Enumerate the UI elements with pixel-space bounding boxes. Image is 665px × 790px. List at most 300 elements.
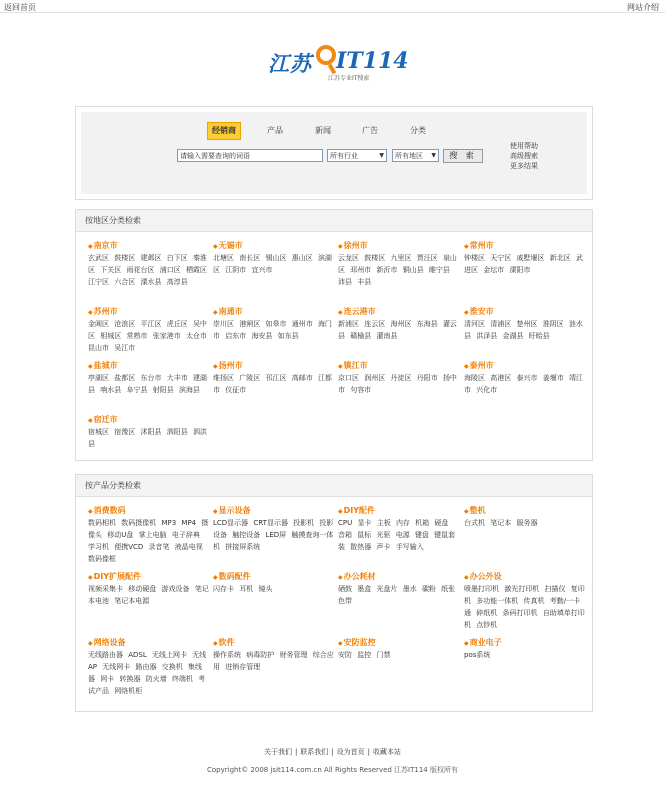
category-item-link[interactable]: 清浦区 [490,320,512,328]
category-item-link[interactable]: 鼓楼区 [114,254,136,262]
category-item-link[interactable]: 武进区 [464,254,583,274]
category-item-link[interactable]: 淮阴区 [542,320,564,328]
bullet-icon: ◆ [464,363,469,370]
category-item-link[interactable]: 大丰市 [166,374,188,382]
bullet-icon: ◆ [213,574,218,581]
category-item-link[interactable]: 兴化市 [476,386,498,394]
category-title-link[interactable] [88,240,210,252]
category-item-link[interactable]: 邗江区 [265,374,287,382]
category-item-list [88,517,210,565]
footer-link-about[interactable]: 关于我们 [263,748,292,756]
industry-select[interactable] [327,149,387,162]
category-item-link[interactable]: 沛县 [338,278,352,286]
logo-magnifier-icon [316,45,336,65]
category-title-link[interactable] [213,360,335,372]
bullet-icon: ◆ [464,309,469,316]
category-title-link[interactable] [88,414,210,426]
category-item-link[interactable]: 江宁区 [88,278,109,286]
category-item-link[interactable]: 音箱 [338,531,352,539]
category-title-link[interactable] [213,240,335,252]
category-item-link[interactable]: 数码像框 [88,555,116,563]
product-panel [75,474,593,712]
category-item-link[interactable]: 江都市 [213,374,332,394]
category-item-link[interactable]: 镜头 [258,585,273,593]
category-item-link[interactable]: 崇川区 [213,320,234,328]
category-title-link[interactable] [88,637,210,649]
category-item-link[interactable]: 监控 [357,651,372,659]
category-item-link[interactable]: 启东市 [225,332,247,340]
category-item-link[interactable]: 投影机 [293,519,315,527]
category-item-link[interactable]: pos系统 [464,651,491,659]
tab-product[interactable]: 产品 [267,126,283,135]
bullet-icon: ◆ [338,640,343,647]
category-item-link[interactable]: 内存 [395,519,410,527]
category-item-link[interactable]: 建湖县 [88,374,207,394]
category-cell [464,637,586,661]
bullet-icon: ◆ [338,363,343,370]
category-title-link[interactable] [213,306,335,318]
category-title-link[interactable] [88,360,210,372]
category-item-link[interactable]: 虎丘区 [166,320,188,328]
category-item-link[interactable]: 扬中市 [338,374,457,394]
category-item-link[interactable]: 新沂市 [376,266,398,274]
category-item-link[interactable]: 沧浪区 [114,320,136,328]
category-item-link[interactable]: 新北区 [549,254,571,262]
category-item-link[interactable]: 投影设备 [213,519,334,539]
category-item-link[interactable]: 建邺区 [140,254,162,262]
category-title-link[interactable] [338,571,460,583]
category-item-link[interactable]: 摄像头 [88,519,209,539]
category-item-link[interactable]: 海安县 [251,332,273,340]
category-item-list [464,649,586,661]
category-item-link[interactable]: 港闸区 [239,320,261,328]
category-item-link[interactable]: 墨盒 [357,585,372,593]
category-item-link[interactable]: 浦口区 [159,266,181,274]
category-item-link[interactable]: 鼠标 [357,531,372,539]
search-input[interactable]: 请输入需要查询的词语 [177,149,323,162]
category-item-link[interactable]: 灌南县 [376,332,398,340]
category-title: 淮安市 [469,307,494,316]
category-item-link[interactable]: MP3 [161,519,177,527]
category-item-link[interactable]: 无线网卡 [102,663,131,671]
category-item-link[interactable]: 雨花台区 [126,266,155,274]
category-item-link[interactable]: 泗洪县 [88,428,207,448]
category-item-link[interactable]: 如皋市 [265,320,287,328]
category-item-link[interactable]: 天宁区 [490,254,512,262]
category-item-link[interactable]: 光驱 [376,531,391,539]
category-item-link[interactable]: 安防 [338,651,352,659]
category-item-link[interactable]: 太仓市 [185,332,207,340]
category-item-link[interactable]: 洪泽县 [476,332,498,340]
category-item-link[interactable]: 门禁 [376,651,391,659]
footer-separator: | [331,748,334,756]
category-item-link[interactable]: 广陵区 [239,374,261,382]
category-item-link[interactable]: 射阳县 [152,386,174,394]
category-item-link[interactable]: 海门市 [213,320,332,340]
category-item-link[interactable]: 润州区 [364,374,386,382]
category-item-link[interactable]: 无线路由器 [88,651,123,659]
category-cell [464,571,586,631]
category-item-link[interactable]: 键盘 [414,531,429,539]
category-item-link[interactable]: 赣榆县 [350,332,372,340]
category-item-link[interactable]: 鼓楼区 [364,254,386,262]
category-title-link[interactable] [338,306,460,318]
bullet-icon: ◆ [464,640,469,647]
category-item-link[interactable]: 滨海县 [178,386,200,394]
category-item-link[interactable]: 连云区 [364,320,386,328]
category-title-link[interactable] [338,360,460,372]
category-item-list [213,372,335,396]
category-title: 数码配件 [218,572,251,581]
category-item-link[interactable]: 海州区 [390,320,412,328]
category-item-link[interactable]: 溧水县 [140,278,162,286]
category-item-link[interactable]: 常熟市 [126,332,148,340]
category-title: 盐城市 [93,361,118,370]
category-item-link[interactable]: 泗阳县 [166,428,188,436]
footer-link-bookmark[interactable]: 收藏本站 [373,748,402,756]
category-item-link[interactable]: 网络机柜 [114,687,143,695]
site-logo[interactable] [262,45,412,85]
category-item-link[interactable]: 笔记本电源 [114,597,150,605]
tab-ads[interactable]: 广告 [362,126,378,135]
category-item-list [338,649,460,661]
category-item-link[interactable]: 声卡 [376,543,391,551]
category-cell [338,360,460,396]
category-item-link[interactable]: 高邮市 [291,374,313,382]
category-item-link[interactable]: 扫描仪 [544,585,566,593]
category-item-list [213,649,335,673]
category-title: DIY扩展配件 [93,572,142,581]
search-box [75,106,593,200]
bullet-icon: ◆ [213,640,218,647]
category-item-link[interactable]: 网卡 [100,675,115,683]
category-item-link[interactable]: 转换器 [119,675,141,683]
category-item-link[interactable]: 栖霞区 [185,266,207,274]
category-item-link[interactable]: 复印机 [464,585,585,605]
category-item-list [338,517,460,553]
category-item-link[interactable]: 台式机 [464,519,485,527]
category-item-link[interactable]: 无线AP [88,651,207,671]
category-title-link[interactable] [464,360,586,372]
category-item-link[interactable]: 六合区 [114,278,136,286]
category-item-link[interactable]: 丹徒区 [390,374,412,382]
bullet-icon: ◆ [213,309,218,316]
category-item-link[interactable]: 数码摄像机 [121,519,157,527]
category-item-link[interactable]: LED屏 [265,531,287,539]
category-item-link[interactable]: 盱眙县 [528,332,550,340]
category-item-link[interactable]: 玄武区 [88,254,109,262]
category-item-link[interactable]: 移动U盘 [107,531,134,539]
category-item-list [464,517,586,529]
category-item-link[interactable]: 吴江市 [114,344,136,352]
category-cell [338,505,460,553]
region-select[interactable] [392,149,439,162]
category-title: 网络设备 [93,638,126,647]
category-title: 徐州市 [343,241,368,250]
category-item-link[interactable]: 靖江市 [464,374,583,394]
category-item-link[interactable]: 铜山县 [402,266,424,274]
category-item-link[interactable]: 高淳县 [166,278,188,286]
category-item-link[interactable]: 九里区 [390,254,412,262]
footer-link-homepage[interactable]: 设为首页 [336,748,365,756]
category-item-link[interactable]: 姜堰市 [542,374,564,382]
category-item-link[interactable]: 电子辞典 [171,531,200,539]
category-item-link[interactable]: 惠山区 [291,254,313,262]
category-title-link[interactable] [213,505,335,517]
category-item-link[interactable]: 墨水 [402,585,417,593]
help-link[interactable]: 使用帮助 [510,142,538,150]
category-item-link[interactable]: 金坛市 [483,266,505,274]
category-item-link[interactable]: 笔记本 [490,519,512,527]
bullet-icon: ◆ [88,508,93,515]
category-item-link[interactable]: 金湖县 [502,332,524,340]
category-item-link[interactable]: 集线器 [88,663,202,683]
category-title-link[interactable] [88,505,210,517]
category-item-link[interactable]: 耳机 [239,585,254,593]
category-item-link[interactable]: 新浦区 [338,320,359,328]
category-item-link[interactable]: 手写输入 [395,543,424,551]
category-item-link[interactable]: 触控设备 [232,531,261,539]
category-item-link[interactable]: 硒鼓 [338,585,352,593]
category-item-link[interactable]: 电源 [395,531,410,539]
category-item-link[interactable]: 响水县 [100,386,122,394]
category-item-link[interactable]: CRT显示器 [253,519,288,527]
category-item-link[interactable]: 机箱 [415,519,430,527]
category-title-link[interactable] [464,240,586,252]
category-item-link[interactable]: 游戏设备 [161,585,190,593]
category-item-link[interactable]: 防火墙 [145,675,167,683]
category-item-link[interactable]: 笔记本电池 [88,585,209,605]
category-item-link[interactable]: 丹阳市 [416,374,438,382]
industry-select-value: 所有行业 [330,152,358,160]
category-item-link[interactable]: 条码打印机 [502,609,538,617]
category-item-link[interactable]: 邳州市 [350,266,372,274]
category-item-link[interactable]: 如东县 [277,332,299,340]
category-title-link[interactable] [88,306,210,318]
category-item-link[interactable]: 张家港市 [152,332,181,340]
footer-separator: | [294,748,298,756]
category-item-link[interactable]: 触摸查询一体机 [213,531,334,551]
footer-link-contact[interactable]: 联系我们 [300,748,329,756]
category-item-link[interactable]: 戚墅堰区 [516,254,545,262]
category-item-link[interactable]: 维扬区 [213,374,234,382]
home-link[interactable]: 返回首页 [4,3,36,12]
category-item-link[interactable]: 楚州区 [516,320,538,328]
category-cell [88,360,210,396]
category-item-link[interactable]: 贾汪区 [416,254,438,262]
category-item-link[interactable]: 东海县 [416,320,438,328]
category-item-link[interactable]: 海陵区 [464,374,485,382]
category-item-link[interactable]: 传真机 [523,597,545,605]
category-cell [338,240,460,288]
bullet-icon: ◆ [88,640,93,647]
category-item-link[interactable]: 便携VCD [114,543,144,551]
category-title-link[interactable] [213,571,335,583]
category-item-link[interactable]: ADSL [128,651,147,659]
logo-text-cn: 江苏 [268,51,312,76]
category-item-link[interactable]: 昆山市 [88,344,109,352]
category-item-link[interactable]: 掌上电脑 [138,531,167,539]
category-item-link[interactable]: 色带 [338,597,352,605]
category-item-link[interactable]: 服务器 [516,519,538,527]
category-item-link[interactable]: 宿城区 [88,428,109,436]
category-item-link[interactable]: 碎纸机 [476,609,498,617]
category-cell [338,306,460,342]
category-item-link[interactable]: 考试产品 [88,675,206,695]
category-item-link[interactable]: 显卡 [357,519,372,527]
category-title-link[interactable] [338,637,460,649]
category-cell [88,306,210,354]
category-item-link[interactable]: 散热器 [350,543,372,551]
category-item-link[interactable]: 拼接屏系统 [225,543,261,551]
advanced-search-link[interactable]: 高级搜索 [510,152,538,160]
category-item-link[interactable]: 闪存卡 [213,585,234,593]
category-item-link[interactable]: 多功能一体机 [476,597,519,605]
category-item-link[interactable]: 碳粉 [421,585,436,593]
footer-links [0,747,665,757]
search-button[interactable]: 搜 索 [443,149,483,163]
category-item-link[interactable]: 硬盘 [434,519,449,527]
category-item-link[interactable]: 无线上网卡 [152,651,187,659]
category-item-list [213,318,335,342]
category-item-link[interactable]: 高港区 [490,374,512,382]
category-title: 整机 [469,506,486,515]
category-item-link[interactable]: 主板 [376,519,391,527]
category-item-link[interactable]: 液晶电视 [174,543,203,551]
category-item-link[interactable]: MP4 [181,519,197,527]
category-item-link[interactable]: 综合应用 [213,651,334,671]
category-item-link[interactable]: 移动硬盘 [128,585,157,593]
category-item-link[interactable]: 溧阳市 [509,266,531,274]
category-item-link[interactable]: 滨湖区 [213,254,332,274]
category-item-link[interactable]: 东台市 [140,374,162,382]
category-item-link[interactable]: 交换机 [161,663,183,671]
category-title-link[interactable] [338,240,460,252]
category-item-link[interactable]: 睢宁县 [428,266,450,274]
category-item-link[interactable]: 涟水县 [464,320,583,340]
category-item-link[interactable]: 宜兴市 [251,266,273,274]
category-item-link[interactable]: 北塘区 [213,254,234,262]
category-item-link[interactable]: CPU [338,519,353,527]
category-item-link[interactable]: 终端机 [171,675,193,683]
site-intro-link[interactable]: 网站介绍 [627,3,659,12]
category-item-list [88,426,210,450]
category-item-link[interactable]: LCD显示器 [213,519,249,527]
category-item-link[interactable]: 进销存管理 [225,663,261,671]
category-title-link[interactable] [88,571,210,583]
category-item-link[interactable]: 泉山区 [338,254,457,274]
category-item-list [464,372,586,396]
category-item-link[interactable]: 财务管理 [279,651,308,659]
category-item-link[interactable]: 南长区 [239,254,261,262]
category-title: 南京市 [93,241,118,250]
category-item-link[interactable]: 吴中区 [88,320,207,340]
category-item-link[interactable]: 云龙区 [338,254,359,262]
category-item-list [338,318,460,342]
category-item-link[interactable]: 喷墨打印机 [464,585,499,593]
category-item-link[interactable]: 江阴市 [225,266,247,274]
category-title: 商业电子 [469,638,502,647]
category-item-link[interactable]: 丰县 [357,278,372,286]
category-item-link[interactable]: 宿豫区 [114,428,136,436]
category-item-link[interactable]: 学习机 [88,543,109,551]
category-cell [338,571,460,607]
category-cell [88,505,210,565]
bullet-icon: ◆ [213,243,218,250]
category-item-link[interactable]: 录音笔 [148,543,170,551]
category-item-link[interactable]: 平江区 [140,320,162,328]
tab-category[interactable]: 分类 [410,126,426,135]
category-item-link[interactable]: 金阊区 [88,320,109,328]
category-item-link[interactable]: 数码相机 [88,519,116,527]
category-item-link[interactable]: 阜宁县 [126,386,148,394]
category-item-link[interactable]: 京口区 [338,374,359,382]
category-title: 苏州市 [93,307,118,316]
category-item-link[interactable]: 锡山区 [265,254,287,262]
category-cell [213,505,335,553]
category-item-link[interactable]: 白下区 [166,254,188,262]
category-item-list [88,252,210,288]
category-title-link[interactable] [464,571,586,583]
category-item-link[interactable]: 键鼠套装 [338,531,456,551]
category-item-list [338,252,460,288]
category-item-link[interactable]: 秦淮区 [88,254,207,274]
category-item-link[interactable]: 操作系统 [213,651,241,659]
category-item-link[interactable]: 点钞机 [476,621,498,629]
more-results-link[interactable]: 更多结果 [510,162,538,170]
category-title: 软件 [218,638,235,647]
category-item-link[interactable]: 路由器 [135,663,157,671]
category-title-link[interactable] [213,637,335,649]
category-item-link[interactable]: 泰兴市 [516,374,538,382]
category-title: 办公外设 [469,572,502,581]
category-cell [213,637,335,673]
category-item-link[interactable]: 考勤/一卡通 [464,597,581,617]
search-side-links [510,141,538,171]
category-item-link[interactable]: 相城区 [100,332,122,340]
category-title-link[interactable] [464,306,586,318]
category-title: 宿迁市 [93,415,118,424]
product-panel-title: 按产品分类检索 [76,475,592,497]
category-item-link[interactable]: 清河区 [464,320,485,328]
category-title: 扬州市 [218,361,243,370]
category-item-link[interactable]: 沭阳县 [140,428,162,436]
category-item-link[interactable]: 句容市 [350,386,372,394]
tab-dealer[interactable]: 经销商 [207,122,241,140]
category-item-link[interactable]: 纸张 [441,585,456,593]
category-item-link[interactable]: 盐都区 [114,374,136,382]
category-cell [464,360,586,396]
category-item-link[interactable]: 下关区 [100,266,122,274]
category-item-link[interactable]: 自助填单打印机 [464,609,585,629]
category-item-link[interactable]: 亭湖区 [88,374,109,382]
category-item-link[interactable]: 激光打印机 [504,585,540,593]
category-title-link[interactable] [338,505,460,517]
category-item-link[interactable]: 仪征市 [225,386,247,394]
category-item-link[interactable]: 通州市 [291,320,313,328]
category-item-link[interactable]: 灌云县 [338,320,457,340]
category-title: 显示设备 [218,506,251,515]
category-item-link[interactable]: 视频采集卡 [88,585,123,593]
category-item-link[interactable]: 光盘片 [376,585,398,593]
tab-news[interactable]: 新闻 [315,126,331,135]
chevron-down-icon: ▼ [431,152,436,159]
category-title-link[interactable] [464,505,586,517]
category-item-link[interactable]: 病毒防护 [246,651,275,659]
category-title-link[interactable] [464,637,586,649]
category-cell [88,637,210,697]
category-item-link[interactable]: 钟楼区 [464,254,485,262]
